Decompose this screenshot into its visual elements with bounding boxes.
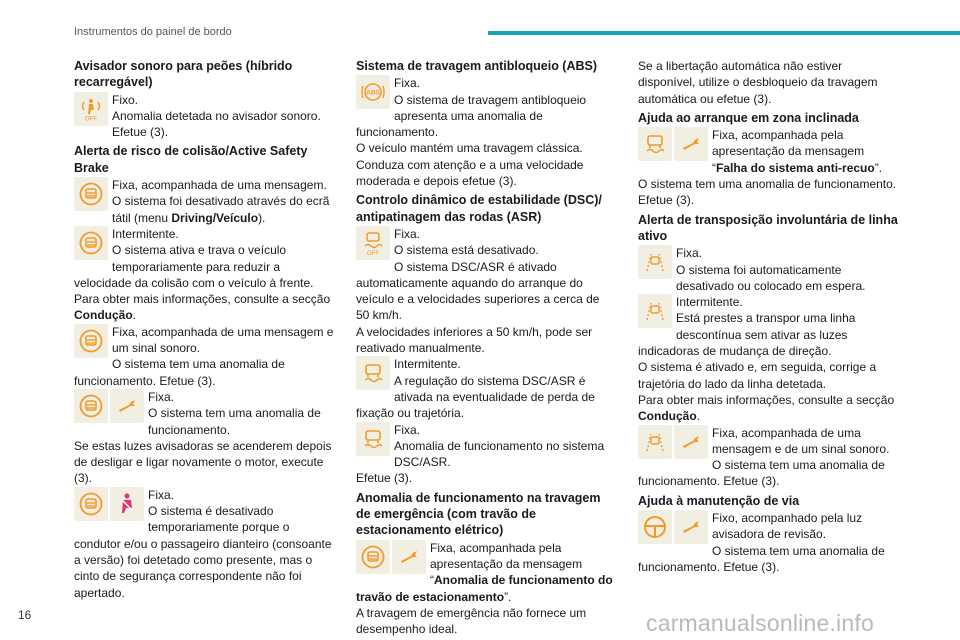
block-lane-keeping bbox=[638, 510, 900, 575]
column-3 bbox=[638, 58, 900, 575]
text: Intermitente. bbox=[676, 295, 743, 310]
text: Está prestes a transpor uma linha descontínua sem ativar as luzes indicadoras de mudança de direção. bbox=[638, 311, 856, 359]
text: Para obter mais informações, consulte a secção Condução. bbox=[638, 392, 895, 424]
block-lane-fixed bbox=[638, 245, 900, 294]
text: Fixa. bbox=[394, 226, 421, 241]
block-dsc-flashing bbox=[356, 356, 614, 421]
block-abs bbox=[356, 75, 614, 189]
page-header-title: Instrumentos do painel de bordo bbox=[74, 26, 232, 38]
text: O sistema foi desativado através do ecrã tátil (menu Driving/Veículo). bbox=[112, 194, 330, 225]
text: O sistema tem uma anomalia de funcionamento. Efetue (3). bbox=[638, 458, 885, 489]
steering-wheel-icon bbox=[638, 510, 672, 544]
text: Fixa. bbox=[394, 422, 421, 437]
text: O veículo mantém uma travagem clássica. Conduza com atenção e a uma velocidade moderada e depois efetue (3). bbox=[356, 141, 584, 189]
text: O sistema tem uma anomalia de funcionamento. Efetue (3). bbox=[638, 177, 897, 208]
text: O sistema está desativado. bbox=[394, 243, 539, 258]
svg-text:OFF: OFF bbox=[367, 250, 379, 256]
text: Fixa, acompanhada de uma mensagem e de um sinal sonoro. bbox=[712, 425, 890, 456]
dsc-icon bbox=[356, 356, 390, 390]
block-collision-seatbelt bbox=[74, 487, 336, 601]
collision-alert-icon bbox=[74, 177, 108, 211]
block-dsc-fault bbox=[356, 422, 614, 487]
text: Se a libertação automática não estiver disponível, utilize o desbloqueio da travagem automática ou efetue (3). bbox=[638, 59, 878, 106]
block-collision-fault bbox=[74, 324, 336, 389]
block-collision-flashing bbox=[74, 226, 336, 324]
lane-departure-icon bbox=[638, 425, 672, 459]
heading-lane-keeping: Ajuda à manutenção de via bbox=[638, 493, 800, 508]
text: O sistema DSC/ASR é ativado automaticamente aquando do arranque do veículo e a velocidades superiores a cerca de 50 km/h. bbox=[356, 259, 600, 323]
text: Fixa, acompanhada pela apresentação da mensagem “Anomalia de funcionamento do travão de estacionamento”. bbox=[356, 540, 613, 604]
block-emergency-braking bbox=[356, 540, 614, 638]
heading-lane-departure: Alerta de transposição involuntária de linha ativo bbox=[638, 212, 898, 243]
text: Fixa, acompanhada de uma mensagem. bbox=[112, 178, 327, 193]
block-collision-fixed bbox=[74, 177, 336, 226]
block-lane-fault bbox=[638, 425, 900, 490]
watermark: carmanualsonline.info bbox=[646, 610, 874, 636]
wrench-icon bbox=[392, 540, 426, 574]
block-lane-flashing bbox=[638, 294, 900, 424]
text: Anomalia de funcionamento no sistema DSC/ASR. bbox=[394, 438, 605, 470]
lane-departure-icon bbox=[638, 294, 672, 328]
text: Fixa. bbox=[148, 487, 175, 502]
text: O sistema ativa e trava o veículo temporariamente para reduzir a velocidade da colisão com o veículo à frente. bbox=[74, 243, 314, 290]
text: O sistema tem uma anomalia de funcionamento. bbox=[148, 406, 321, 437]
column-1 bbox=[74, 58, 336, 601]
block-pedestrian-fixed bbox=[74, 92, 336, 141]
text: Fixo, acompanhado pela luz avisadora de revisão. bbox=[712, 511, 863, 542]
dsc-icon bbox=[356, 422, 390, 456]
text: A velocidades inferiores a 50 km/h, pode ser reativado manualmente. bbox=[356, 324, 593, 356]
text: O sistema tem uma anomalia de funcionamento. Efetue (3). bbox=[74, 357, 285, 388]
heading-dsc-asr: Controlo dinâmico de estabilidade (DSC)/ antipatinagem das rodas (ASR) bbox=[356, 193, 602, 224]
text: Fixa, acompanhada pela apresentação da mensagem “Falha do sistema anti-recuo”. bbox=[712, 128, 883, 175]
heading-pedestrian-sound: Avisador sonoro para peões (híbrido recarregável) bbox=[74, 59, 293, 90]
hill-start-icon bbox=[638, 127, 672, 161]
text: Para obter mais informações, consulte a secção Condução. bbox=[74, 292, 331, 323]
svg-text:ABS: ABS bbox=[366, 89, 380, 97]
lane-departure-icon bbox=[638, 245, 672, 279]
text: O sistema é ativado e, em seguida, corrige a trajetória do lado da linha detetada. bbox=[638, 360, 877, 391]
text: A travagem de emergência não fornece um desempenho ideal. bbox=[356, 605, 587, 637]
text: Intermitente. bbox=[394, 357, 461, 372]
text: Anomalia detetada no avisador sonoro. Efetue (3). bbox=[112, 108, 321, 140]
heading-collision-alert: Alerta de risco de colisão/Active Safety Brake bbox=[74, 144, 308, 175]
column-2 bbox=[356, 58, 614, 637]
text: Efetue (3). bbox=[356, 471, 413, 486]
text: Fixa. bbox=[394, 76, 421, 91]
page-number: 16 bbox=[18, 608, 32, 622]
text: Fixa. bbox=[676, 246, 703, 261]
collision-alert-icon bbox=[74, 389, 108, 423]
seatbelt-icon bbox=[110, 487, 144, 521]
wrench-icon bbox=[110, 389, 144, 423]
block-dsc-off bbox=[356, 226, 614, 356]
heading-hill-start: Ajuda ao arranque em zona inclinada bbox=[638, 110, 859, 125]
wrench-icon bbox=[674, 127, 708, 161]
collision-alert-icon bbox=[74, 324, 108, 358]
dsc-off-icon bbox=[356, 226, 390, 260]
svg-text:OFF: OFF bbox=[85, 116, 97, 122]
wrench-icon bbox=[674, 425, 708, 459]
block-hill-start bbox=[638, 127, 900, 208]
text: Se estas luzes avisadoras se acenderem depois de desligar e ligar novamente o motor, execute (3). bbox=[74, 438, 332, 486]
abs-icon bbox=[356, 75, 390, 109]
header-accent-bar bbox=[488, 31, 960, 35]
heading-emergency-braking: Anomalia de funcionamento na travagem de emergência (com travão de estacionamento elétrico) bbox=[356, 490, 601, 538]
text: O sistema de travagem antibloqueio apresenta uma anomalia de funcionamento. bbox=[356, 92, 587, 140]
wrench-icon bbox=[674, 510, 708, 544]
collision-alert-icon bbox=[74, 226, 108, 260]
text: A regulação do sistema DSC/ASR é ativada na eventualidade de perda de fixação ou trajetória. bbox=[356, 373, 595, 421]
block-collision-wrench bbox=[74, 389, 336, 487]
text: Fixa. bbox=[148, 389, 175, 404]
text: Fixo. bbox=[112, 92, 139, 107]
text: Intermitente. bbox=[112, 226, 179, 241]
text: Fixa, acompanhada de uma mensagem e um sinal sonoro. bbox=[112, 324, 334, 356]
text: O sistema foi automaticamente desativado ou colocado em espera. bbox=[676, 262, 866, 293]
collision-alert-icon bbox=[356, 540, 390, 574]
text: O sistema tem uma anomalia de funcionamento. Efetue (3). bbox=[638, 543, 885, 574]
collision-alert-icon bbox=[74, 487, 108, 521]
text: O sistema é desativado temporariamente porque o condutor e/ou o passageiro dianteiro (consoante a versão) foi detetado como presente, mas o cinto de segurança correspondente não foi apertado. bbox=[74, 504, 332, 600]
pedestrian-sound-off-icon bbox=[74, 92, 108, 126]
heading-abs: Sistema de travagem antibloqueio (ABS) bbox=[356, 59, 598, 73]
